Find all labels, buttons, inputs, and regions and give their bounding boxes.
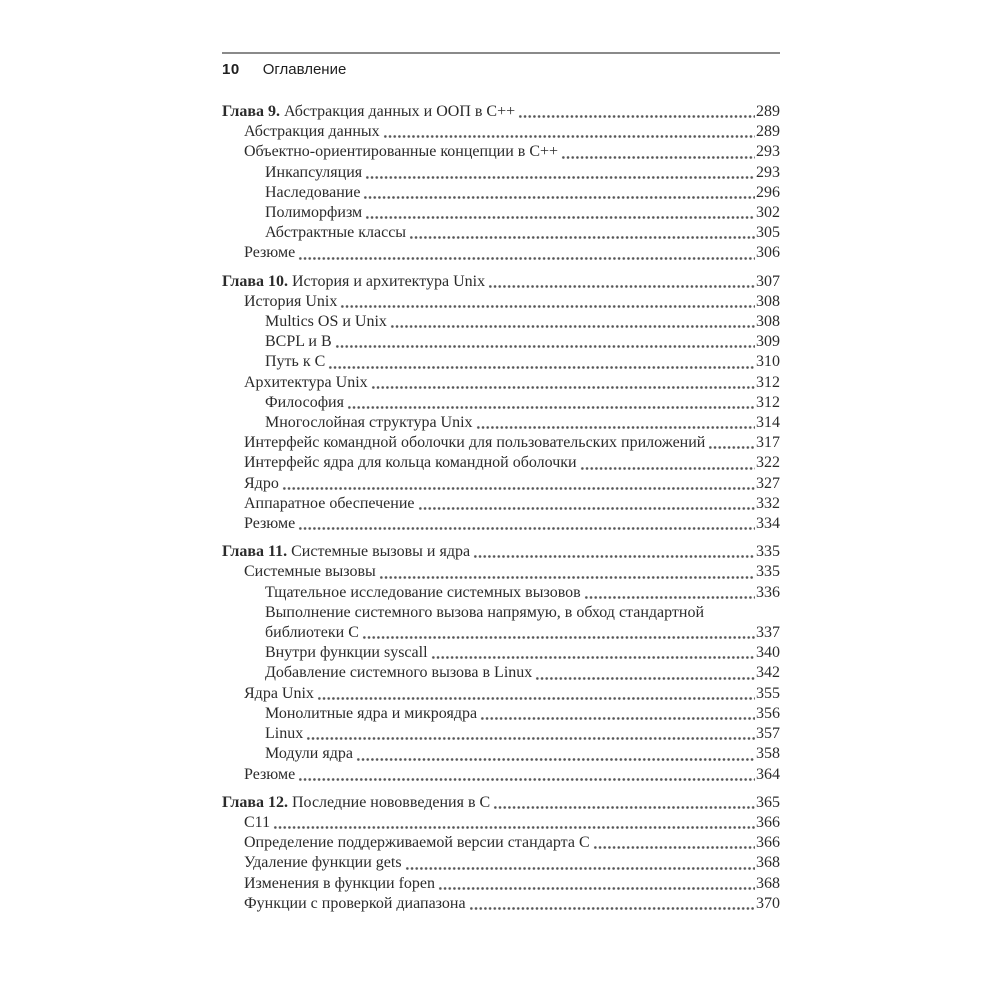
toc-chapter-block — [222, 542, 780, 784]
page-number: 340 — [756, 644, 780, 662]
dot-leader — [282, 474, 755, 494]
dot-leader — [390, 312, 755, 332]
entry-title: Резюме — [244, 515, 296, 533]
entry-title: История и архитектура Unix — [292, 272, 486, 290]
toc-entry — [222, 163, 780, 183]
entry-title: Аппаратное обеспечение — [244, 494, 415, 512]
dot-leader — [298, 514, 755, 534]
toc-entry — [222, 853, 780, 873]
dot-leader — [356, 744, 755, 764]
dot-leader — [409, 223, 755, 243]
entry-title: Удаление функции gets — [244, 854, 402, 872]
toc-entry — [222, 183, 780, 203]
toc-entry — [222, 663, 780, 683]
toc-entry — [222, 223, 780, 243]
toc-entry — [222, 643, 780, 663]
header-line — [222, 54, 780, 78]
page-number: 364 — [756, 765, 780, 783]
entry-title: Многослойная структура Unix — [265, 414, 473, 432]
toc-entry — [222, 562, 780, 582]
toc-entry — [222, 352, 780, 372]
toc-entry — [222, 684, 780, 704]
chapter-number-label: Глава 12. — [222, 793, 292, 811]
dot-leader — [347, 393, 755, 413]
toc-chapter-block — [222, 272, 780, 535]
entry-title: Функции с проверкой диапазона — [244, 894, 466, 912]
entry-title: Linux — [265, 725, 304, 743]
toc-entry — [222, 373, 780, 393]
dot-leader — [365, 203, 755, 223]
folio-page-number: 10 — [222, 61, 240, 78]
entry-title: Системные вызовы — [244, 563, 376, 581]
entry-title: Абстракция данных и ООП в C++ — [284, 103, 516, 120]
dot-leader — [328, 352, 755, 372]
page-number: 308 — [756, 313, 780, 331]
toc-entry — [222, 623, 780, 643]
dot-leader — [584, 583, 755, 603]
page-number: 337 — [756, 624, 780, 642]
toc-entry — [222, 203, 780, 223]
toc-entry — [222, 243, 780, 263]
dot-leader — [535, 663, 755, 683]
toc-chapter-block — [222, 102, 780, 264]
toc-entry — [222, 413, 780, 433]
dot-leader — [431, 643, 755, 663]
entry-title: Интерфейс ядра для кольца командной оболочки — [244, 454, 577, 472]
toc-entry — [222, 494, 780, 514]
toc-entry — [222, 874, 780, 894]
dot-leader — [306, 724, 755, 744]
toc-entry — [222, 724, 780, 744]
page-number: 332 — [756, 494, 780, 512]
running-head-title: Оглавление — [262, 61, 347, 78]
dot-leader — [379, 562, 755, 582]
toc-entry — [222, 704, 780, 724]
dot-leader — [405, 853, 755, 873]
toc-entry — [222, 583, 780, 603]
page-number: 334 — [756, 515, 780, 533]
dot-leader — [317, 684, 755, 704]
entry-title: Модули ядра — [265, 745, 353, 763]
toc-entry — [222, 142, 780, 162]
page-number: 308 — [756, 292, 780, 310]
entry-title: Абстрактные классы — [265, 224, 407, 242]
entry-title: Резюме — [244, 765, 296, 783]
page-number: 307 — [756, 272, 780, 290]
toc-entry — [222, 393, 780, 413]
dot-leader — [363, 183, 755, 203]
dot-leader — [362, 623, 755, 643]
entry-title: Последние нововведения в C — [292, 793, 491, 811]
entry-title: Наследование — [265, 183, 361, 201]
dot-leader — [593, 833, 755, 853]
page-number: 289 — [756, 103, 780, 120]
toc-entry — [222, 312, 780, 332]
entry-title: Добавление системного вызова в Linux — [265, 664, 533, 682]
toc-entry — [222, 603, 780, 623]
entry-title: Тщательное исследование системных вызовов — [265, 583, 581, 601]
toc-entry — [222, 744, 780, 764]
page-number: 314 — [756, 414, 780, 432]
dot-leader — [708, 433, 755, 453]
entry-title: Путь к C — [265, 353, 326, 371]
dot-leader — [383, 122, 755, 142]
entry-title: C11 — [244, 813, 271, 831]
dot-leader — [480, 704, 755, 724]
dot-leader — [561, 142, 755, 162]
page-number: 370 — [756, 894, 780, 912]
page-number: 322 — [756, 454, 780, 472]
chapter-number-label: Глава 9. — [222, 103, 284, 120]
entry-title: Полиморфизм — [265, 204, 363, 222]
dot-leader — [473, 542, 755, 562]
page-number: 305 — [756, 224, 780, 242]
page-number: 302 — [756, 204, 780, 222]
dot-leader — [518, 102, 755, 122]
entry-title: Объектно-ориентированные концепции в C++ — [244, 143, 559, 161]
running-head — [222, 52, 780, 78]
page-number: 336 — [756, 583, 780, 601]
page-number: 355 — [756, 684, 780, 702]
toc-chapter-heading — [222, 542, 780, 562]
dot-leader — [335, 332, 755, 352]
entry-title: Философия — [265, 393, 344, 411]
page-number: 309 — [756, 333, 780, 351]
toc-entry — [222, 514, 780, 534]
entry-title: Ядро — [244, 474, 279, 492]
entry-title: Монолитные ядра и микроядра — [265, 704, 478, 722]
dot-leader — [273, 813, 755, 833]
entry-title: Интерфейс командной оболочки для пользовательских приложений — [244, 434, 706, 452]
entry-title: Изменения в функции fopen — [244, 874, 435, 892]
entry-title: Архитектура Unix — [244, 373, 368, 391]
page-number: 366 — [756, 834, 780, 852]
dot-leader — [438, 874, 755, 894]
page-number: 296 — [756, 183, 780, 201]
page-number: 312 — [756, 373, 780, 391]
page-number: 310 — [756, 353, 780, 371]
chapter-number-label: Глава 10. — [222, 272, 292, 290]
page-number: 293 — [756, 163, 780, 181]
page-number: 327 — [756, 474, 780, 492]
toc-chapter-heading — [222, 793, 780, 813]
toc — [222, 102, 780, 914]
page-number: 306 — [756, 244, 780, 262]
dot-leader — [488, 272, 755, 292]
entry-title: Ядра Unix — [244, 684, 314, 702]
chapter-number-label: Глава 11. — [222, 543, 292, 561]
entry-title: Резюме — [244, 244, 296, 262]
entry-title: История Unix — [244, 292, 338, 310]
entry-title: Определение поддерживаемой версии стандарта C — [244, 834, 590, 852]
dot-leader — [418, 494, 756, 514]
toc-chapter-heading — [222, 102, 780, 122]
page-number: 342 — [756, 664, 780, 682]
page-number: 368 — [756, 854, 780, 872]
entry-title: Инкапсуляция — [265, 163, 363, 181]
entry-title: BCPL и B — [265, 333, 332, 351]
toc-entry — [222, 122, 780, 142]
page-number: 317 — [756, 434, 780, 452]
entry-title: Multics OS и Unix — [265, 313, 387, 331]
dot-leader — [298, 765, 755, 785]
entry-title: Выполнение системного вызова напрямую, в обход стандартной — [265, 603, 705, 621]
dot-leader — [580, 453, 755, 473]
entry-title: библиотеки C — [265, 624, 359, 642]
page-number: 366 — [756, 813, 780, 831]
page-number: 335 — [756, 543, 780, 561]
dot-leader — [365, 163, 755, 183]
page-number: 368 — [756, 874, 780, 892]
entry-title: Системные вызовы и ядра — [291, 543, 471, 561]
page-number: 293 — [756, 143, 780, 161]
toc-entry — [222, 433, 780, 453]
dot-leader — [340, 292, 755, 312]
toc-entry — [222, 833, 780, 853]
toc-chapter-heading — [222, 272, 780, 292]
dot-leader — [476, 413, 755, 433]
dot-leader — [469, 894, 755, 914]
page-number: 358 — [756, 745, 780, 763]
toc-entry — [222, 332, 780, 352]
toc-entry — [222, 292, 780, 312]
page-number: 365 — [756, 793, 780, 811]
dot-leader — [493, 793, 755, 813]
toc-entry — [222, 813, 780, 833]
toc-entry — [222, 453, 780, 473]
toc-entry — [222, 765, 780, 785]
page-number: 335 — [756, 563, 780, 581]
entry-title: Внутри функции syscall — [265, 644, 428, 662]
toc-entry — [222, 474, 780, 494]
page-number: 289 — [756, 123, 780, 141]
toc-chapter-block — [222, 793, 780, 914]
page-number: 357 — [756, 725, 780, 743]
page-number: 312 — [756, 393, 780, 411]
entry-title: Абстракция данных — [244, 123, 380, 141]
dot-leader — [371, 373, 755, 393]
toc-entry — [222, 894, 780, 914]
page-number: 356 — [756, 704, 780, 722]
dot-leader — [298, 243, 755, 263]
